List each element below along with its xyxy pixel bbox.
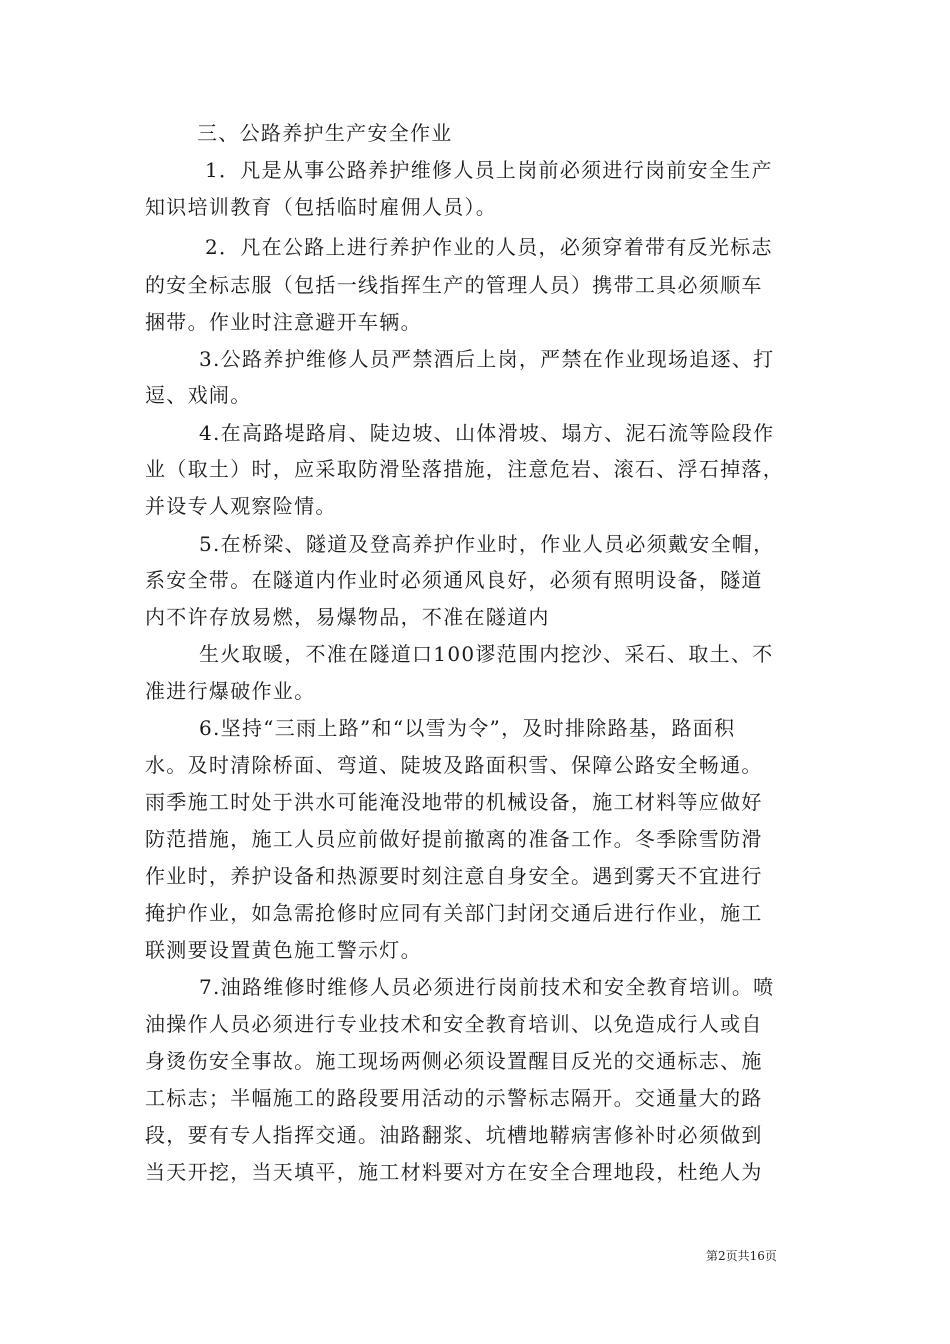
paragraph-line: 6.坚持“三雨上路”和“以雪为令”，及时排除路基，路面积 xyxy=(199,716,736,740)
paragraph-line: 生火取暖，不准在隧道口100谬范围内挖沙、采石、取土、不 xyxy=(199,642,774,666)
page-number: 第2页共16页 xyxy=(706,1249,777,1263)
paragraph-line: 系安全带。在隧道内作业时必须通风良好，必须有照明设备，隧道 xyxy=(145,568,763,592)
paragraph-line: 逗、戏闹。 xyxy=(145,383,252,407)
paragraph-line: 3.公路养护维修人员严禁酒后上岗，严禁在作业现场追逐、打 xyxy=(199,347,775,371)
paragraph-line: 业（取土）时，应采取防滑坠落措施，注意危岩、滚石、浮石掉落， xyxy=(145,457,784,481)
paragraph-line: 1．凡是从事公路养护维修人员上岗前必须进行岗前安全生产 xyxy=(205,158,773,182)
paragraph-line: 并设专人观察险情。 xyxy=(145,494,337,518)
paragraph-line: 当天开挖，当天填平，施工材料要对方在安全合理地段，杜绝人为 xyxy=(145,1160,763,1184)
paragraph-line: 联测要设置黄色施工警示灯。 xyxy=(145,938,422,962)
paragraph-line: 2．凡在公路上进行养护作业的人员，必须穿着带有反光标志 xyxy=(205,235,773,259)
paragraph-line: 工标志；半幅施工的路段要用活动的示警标志隔开。交通量大的路 xyxy=(145,1086,763,1110)
paragraph-line: 准进行爆破作业。 xyxy=(145,679,316,703)
paragraph-line: 作业时，养护设备和热源要时刻注意自身安全。遇到雾天不宜进行 xyxy=(145,864,763,888)
paragraph-line: 5.在桥梁、隧道及登高养护作业时，作业人员必须戴安全帽， xyxy=(199,532,775,556)
section-heading: 三、公路养护生产安全作业 xyxy=(197,121,453,145)
paragraph-line: 水。及时清除桥面、弯道、陡坡及路面积雪、保障公路安全畅通。 xyxy=(145,753,763,777)
paragraph-line: 段，要有专人指挥交通。油路翻浆、坑槽地鞯病害修补时必须做到 xyxy=(145,1123,763,1147)
paragraph-line: 掩护作业，如急需抢修时应同有关部门封闭交通后进行作业，施工 xyxy=(145,901,763,925)
paragraph-line: 4.在高路堤路肩、陡边坡、山体滑坡、塌方、泥石流等险段作 xyxy=(199,421,775,445)
paragraph-line: 捆带。作业时注意避开车辆。 xyxy=(145,310,422,334)
paragraph-line: 油操作人员必须进行专业技术和安全教育培训、以免造成行人或自 xyxy=(145,1012,763,1036)
paragraph-line: 知识培训教育（包括临时雇佣人员）。 xyxy=(145,195,498,219)
paragraph-line: 7.油路维修时维修人员必须进行岗前技术和安全教育培训。喷 xyxy=(199,975,775,999)
paragraph-line: 身烫伤安全事故。施工现场两侧必须设置醒目反光的交通标志、施 xyxy=(145,1049,763,1073)
paragraph-line: 的安全标志服（包括一线指挥生产的管理人员）携带工具必须顺车 xyxy=(145,273,763,297)
paragraph-line: 雨季施工时处于洪水可能淹没地带的机械设备，施工材料等应做好 xyxy=(145,790,763,814)
paragraph-line: 防范措施，施工人员应前做好提前撤离的准备工作。冬季除雪防滑 xyxy=(145,827,763,851)
paragraph-line: 内不许存放易燃，易爆物品，不准在隧道内 xyxy=(145,605,550,629)
